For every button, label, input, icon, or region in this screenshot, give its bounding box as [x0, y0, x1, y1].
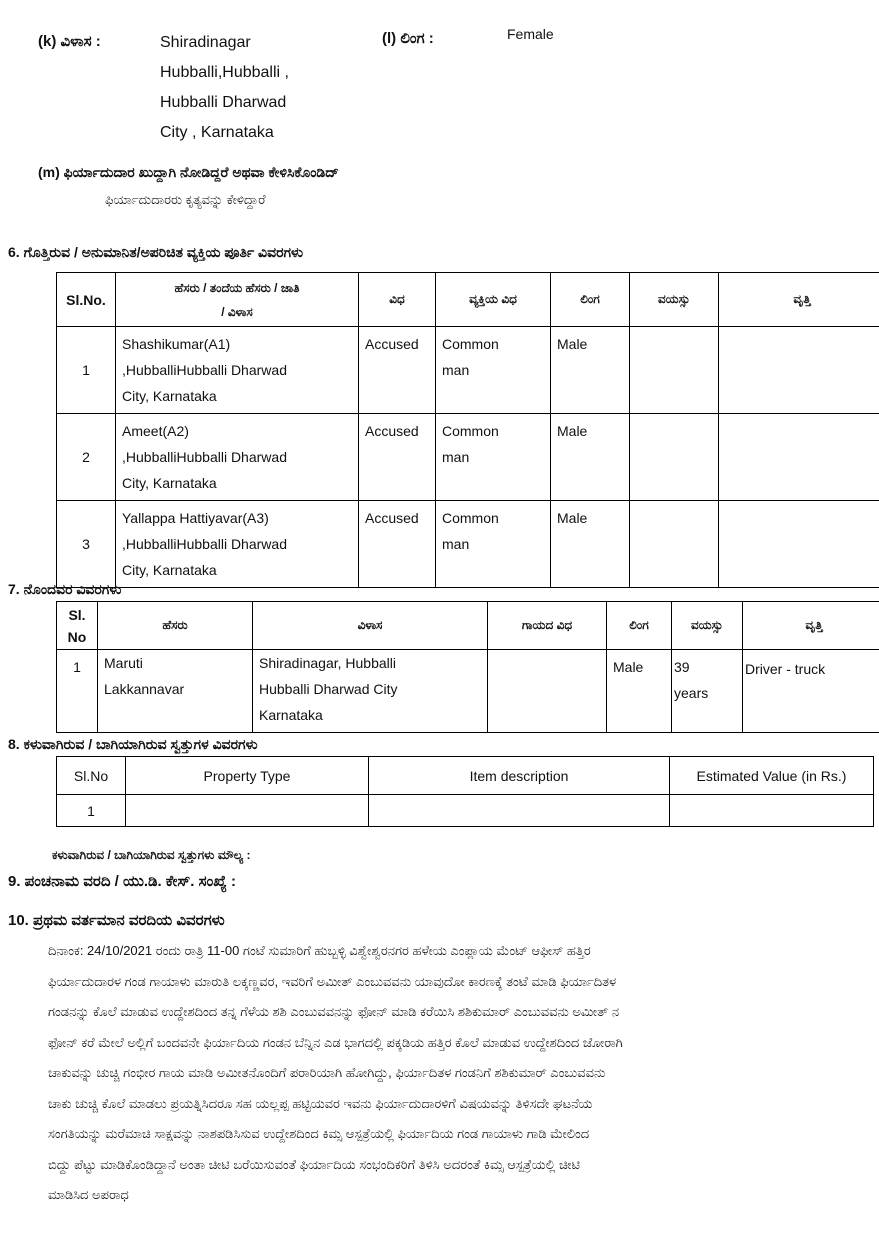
col-slno: Sl.No [57, 757, 126, 795]
gender-text: Male [557, 423, 588, 439]
property-value-label: ಕಳುವಾಗಿರುವ / ಬಾಗಿಯಾಗಿರುವ ಸ್ವತ್ತುಗಳು ಮೌಲ್ಯ : [52, 848, 251, 862]
row-age [672, 650, 743, 733]
ptype-line: Common [442, 423, 499, 439]
name-line: ,HubballiHubballi Dharwad [122, 536, 287, 552]
col-gender: ಲಿಂಗ [551, 273, 630, 327]
fir-line: ದಿನಾಂಕ: 24/10/2021 ರಂದು ರಾತ್ರಿ 11-00 ಗಂಟೆ ಸುಮಾರಿಗೆ ಹುಬ್ಬಳ್ಳಿ ವಿಶ್ವೇಶ್ವರನಗರ ಹಳೇಯ ಎಂಪ್ಲಾಯ ಮೆಂಟ್ ಆಫೀಸ್ ಹತ್ತಿರ [48, 943, 591, 958]
type-text: Accused [365, 510, 419, 526]
witness-value: ಫಿರ್ಯಾದುದಾರರು ಕೃತ್ಯವನ್ನು ಕೇಳಿದ್ದಾರೆ [105, 192, 266, 207]
col-name-line: / ವಿಳಾಸ [221, 304, 253, 319]
table-header-row [57, 273, 879, 327]
col-slno: Sl.No. [57, 273, 116, 327]
row-slno: 1 [57, 795, 126, 827]
address-line: Karnataka [259, 707, 323, 723]
table-header-row [57, 757, 874, 795]
ptype-line: man [442, 449, 470, 465]
col-property-type: Property Type [126, 757, 369, 795]
victim-table [56, 601, 879, 733]
row-person-type [436, 501, 551, 588]
col-occupation: ವೃತ್ತಿ [719, 273, 879, 327]
name-line: Maruti [104, 655, 143, 671]
fir-line: ಫೋನ್ ಕರೆ ಮೇಲೆ ಅಲ್ಲಿಗೆ ಬಂದವನೇ ಫಿರ್ಯಾದಿಯ ಗಂಡನ ಬೆನ್ನಿನ ಎಡ ಭಾಗದಲ್ಲಿ ಪಕ್ಕಡಿಯ ಹತ್ತಿರ ಕೊಲೆ ಮಾಡುವ ಉದ್ದೇಶದಿಂದ ಜೋರಾಗಿ [48, 1034, 623, 1050]
row-type [359, 414, 436, 501]
col-name-line: ಹೆಸರು / ತಂದೆಯ ಹೆಸರು / ಜಾತಿ [174, 280, 300, 295]
gender-text: Male [557, 336, 588, 352]
row-name [116, 501, 359, 588]
col-age: ವಯಸ್ಸು [630, 273, 719, 327]
address-line: Hubballi Dharwad City [259, 681, 398, 697]
type-text: Accused [365, 336, 419, 352]
address-line: City , Karnataka [160, 124, 274, 141]
col-slno-line: No [67, 628, 87, 645]
witness-label: (m) ಫಿರ್ಯಾದುದಾರ ಖುದ್ದಾಗಿ ನೋಡಿದ್ದರೆ ಅಥವಾ ಕೇಳಿಸಿಕೊಂಡಿದ್ [38, 164, 339, 180]
name-line: ,HubballiHubballi Dharwad [122, 362, 287, 378]
address-label: (k) ವಿಳಾಸ : [38, 33, 101, 50]
section-8-title: 8. ಕಳುವಾಗಿರುವ / ಬಾಗಿಯಾಗಿರುವ ಸ್ವತ್ತುಗಳ ವಿವರಗಳು [8, 736, 258, 752]
table-row [57, 327, 879, 414]
col-type: ವಿಧ [359, 273, 436, 327]
col-age: ವಯಸ್ಸು [672, 602, 743, 650]
row-address [253, 650, 488, 733]
col-slno [57, 602, 98, 650]
gender-text: Male [557, 510, 588, 526]
row-gender [607, 650, 672, 733]
name-line: Shashikumar(A1) [122, 336, 231, 352]
occupation-text: Driver - truck [745, 661, 826, 677]
fir-line: ಮಾಡಿಸಿದ ಅಪರಾಧ [48, 1187, 129, 1202]
col-occupation: ವೃತ್ತಿ [743, 602, 879, 650]
gender-value: Female [507, 26, 554, 42]
address-value [160, 28, 289, 148]
col-gender: ಲಿಂಗ [607, 602, 672, 650]
gender-label: (l) ಲಿಂಗ : [382, 30, 434, 47]
slno-text: 1 [73, 659, 81, 675]
col-name: ಹೆಸರು [98, 602, 253, 650]
name-line: ,HubballiHubballi Dharwad [122, 449, 287, 465]
type-text: Accused [365, 423, 419, 439]
name-line: Yallappa Hattiyavar(A3) [122, 510, 269, 526]
row-gender [551, 414, 630, 501]
fir-line: ಫಿರ್ಯಾದುದಾರಳ ಗಂಡ ಗಾಯಾಳು ಮಾರುತಿ ಲಕ್ಕಣ್ಣವರ, ಇವರಿಗೆ ಅಮೀತ್ ಎಂಬುವವನು ಯಾವುದೋ ಕಾರಣಕ್ಕೆ ತಂಟೆ ಮಾಡಿ ಫಿರ್ಯಾದಿತಳ [48, 973, 617, 989]
gender-text: Male [613, 659, 644, 675]
age-line: 39 [674, 659, 690, 675]
address-line: Hubballi Dharwad [160, 94, 287, 111]
address-line: Shiradinagar, Hubballi [259, 655, 396, 671]
row-name [116, 414, 359, 501]
fir-line: ಚಾಕುವನ್ನು ಚುಚ್ಚಿ ಗಂಭೀರ ಗಾಯ ಮಾಡಿ ಅಮೀತನೊಂದಿಗೆ ಪರಾರಿಯಾಗಿ ಹೋಗಿದ್ದು, ಫಿರ್ಯಾದಿತಳ ಗಂಡನಿಗೆ ಶಶಿಕುಮಾರ್ ಎಂಬುವವನು [48, 1065, 606, 1080]
row-occupation [719, 327, 879, 414]
row-occupation [719, 414, 879, 501]
col-item-description: Item description [369, 757, 670, 795]
ptype-line: Common [442, 336, 499, 352]
row-name [98, 650, 253, 733]
row-age [630, 501, 719, 588]
row-gender [551, 501, 630, 588]
fir-line: ಚಾಕು ಚುಚ್ಚಿ ಕೊಲೆ ಮಾಡಲು ಪ್ರಯತ್ನಿಸಿದರೂ ಸಹ ಯಲ್ಲಪ್ಪ ಹಟ್ಟಿಯವರ ಇವನು ಫಿರ್ಯಾದುದಾರಳಿಗೆ ವಿಷಯವನ್ನು ತಿಳಿಸದೇ ಘಟನೆಯ [48, 1095, 593, 1111]
ptype-line: man [442, 536, 470, 552]
row-type [359, 501, 436, 588]
fir-line: ಬಿದ್ದು ಪೆಟ್ಟು ಮಾಡಿಕೊಂಡಿದ್ದಾನೆ ಅಂತಾ ಚೀಟಿ ಬರೆಯಿಸುವಂತೆ ಫಿರ್ಯಾದಿಯ ಸಂಭಂದಿಕರಿಗೆ ತಿಳಿಸಿ ಅದರಂತೆ ಕಿಮ್ಸ ಆಸ್ಪತ್ರೆಯಲ್ಲಿ ಚೀಟಿ [48, 1156, 580, 1172]
section-10-title: 10. ಪ್ರಥಮ ವರ್ತಮಾನ ವರದಿಯ ವಿವರಗಳು [8, 912, 225, 929]
row-injury [488, 650, 607, 733]
row-age [630, 327, 719, 414]
col-name [116, 273, 359, 327]
table-header-row [57, 602, 879, 650]
col-injury: ಗಾಯದ ವಿಧ [488, 602, 607, 650]
name-line: City, Karnataka [122, 388, 217, 404]
fir-details [48, 936, 878, 1211]
ptype-line: Common [442, 510, 499, 526]
row-estimated-value [670, 795, 874, 827]
table-row [57, 650, 879, 733]
name-line: Lakkannavar [104, 681, 185, 697]
row-slno: 2 [57, 414, 116, 501]
fir-line: ಗಂಡನನ್ನು ಕೊಲೆ ಮಾಡುವ ಉದ್ದೇಶದಿಂದ ತನ್ನ ಗೆಳೆಯ ಶಶಿ ಎಂಬುವವನನ್ನು ಫೋನ್ ಮಾಡಿ ಕರೆಯಿಸಿ ಶಶಿಕುಮಾರ್ ಎಂಬುವವನು ಅಮೀತ್ ನ [48, 1004, 620, 1019]
col-address: ವಿಳಾಸ [253, 602, 488, 650]
row-occupation [743, 650, 879, 733]
section-6-title: 6. ಗೊತ್ತಿರುವ / ಅನುಮಾನಿತ/ಅಪರಿಚಿತ ವ್ಯಕ್ತಿಯ ಪೂರ್ತಿ ವಿವರಗಳು [8, 244, 304, 260]
age-line: years [674, 685, 709, 701]
name-line: City, Karnataka [122, 475, 217, 491]
row-slno: 1 [57, 327, 116, 414]
row-slno: 3 [57, 501, 116, 588]
address-line: Hubballi,Hubballi , [160, 64, 289, 81]
ptype-line: man [442, 362, 470, 378]
col-person-type: ವ್ಯಕ್ತಿಯ ವಿಧ [436, 273, 551, 327]
row-property-type [126, 795, 369, 827]
table-row [57, 501, 879, 588]
row-name [116, 327, 359, 414]
row-item-description [369, 795, 670, 827]
accused-table [56, 272, 879, 588]
row-gender [551, 327, 630, 414]
row-person-type [436, 414, 551, 501]
row-occupation [719, 501, 879, 588]
address-line: Shiradinagar [160, 34, 251, 51]
section-9-title: 9. ಪಂಚನಾಮ ವರದಿ / ಯು.ಡಿ. ಕೇಸ್. ಸಂಖ್ಯೆ : [8, 873, 236, 890]
fir-line: ಸಂಗತಿಯನ್ನು ಮರೆಮಾಚಿ ಸಾಕ್ಷವನ್ನು ನಾಶಪಡಿಸಿಸುವ ಉದ್ದೇಶದಿಂದ ಕಿಮ್ಸ ಆಸ್ಪತ್ರೆಯಲ್ಲಿ ಫಿರ್ಯಾದಿಯ ಗಂಡ ಗಾಯಾಳು ಗಾಡಿ ಮೇಲಿಂದ [48, 1126, 590, 1141]
section-7-title: 7. ನೊಂದವರ ವಿವರಗಳು [8, 581, 122, 597]
row-person-type [436, 327, 551, 414]
table-row [57, 414, 879, 501]
table-row [57, 795, 874, 827]
name-line: Ameet(A2) [122, 423, 189, 439]
name-line: City, Karnataka [122, 562, 217, 578]
row-slno [57, 650, 98, 733]
row-age [630, 414, 719, 501]
row-type [359, 327, 436, 414]
col-slno-line: Sl. [68, 606, 86, 623]
property-table [56, 756, 874, 827]
col-estimated-value: Estimated Value (in Rs.) [670, 757, 874, 795]
